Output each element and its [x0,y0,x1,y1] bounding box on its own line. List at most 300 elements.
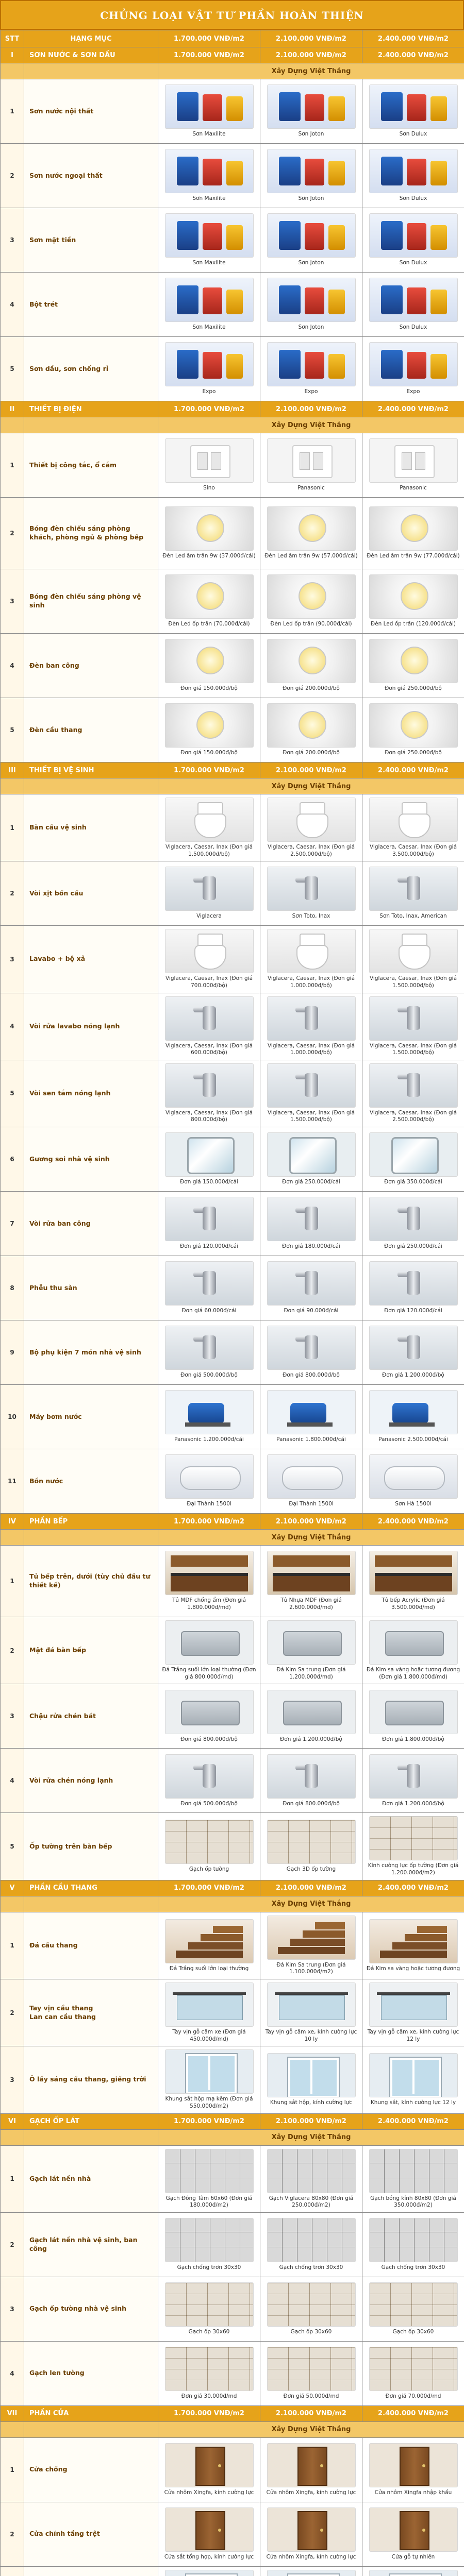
product-caption: Gạch ốp tường [189,1866,229,1873]
tier-cell [260,1813,362,1880]
product-photo-shape [275,1992,348,1995]
product-caption: Expo [304,388,318,395]
tier-cell [260,2212,362,2277]
product-photo-shape [203,94,222,121]
tier-cell [158,2502,260,2566]
sheet-banner [0,0,464,30]
product-caption: Khung sắt hộp, kính cường lực [270,2099,353,2106]
row-item-name: Gương soi nhà vệ sinh [24,1127,158,1192]
product-photo [267,929,356,973]
product-photo-shape [385,1701,444,1725]
product-photo-shape [305,287,324,314]
product-caption: Đơn giá 500.000đ/bộ [180,1372,238,1379]
section-brand-spacer [24,1530,158,1546]
product-photo [267,342,356,386]
table-row [1,1060,464,1127]
product-photo [267,1754,356,1799]
product-photo-shape [422,2529,425,2532]
product-photo [165,798,254,842]
tier-cell [260,1979,362,2046]
section-brand-tag: Xây Dựng Việt Thắng [158,417,464,433]
tier-cell [158,2145,260,2212]
row-item-name: Vòi sen tắm nóng lạnh [24,1060,158,1127]
product-photo [369,1919,458,1963]
section-tier-price: 2.400.000 VNĐ/m2 [362,2113,464,2129]
product-caption: Gạch bóng kính 80x80 (Đơn giá 350.000đ/m2) [370,2195,456,2209]
tier-cell [158,2437,260,2502]
product-photo-shape [402,452,412,470]
row-number [1,2566,24,2576]
section-roman: II [1,401,24,417]
product-photo-shape [292,445,333,478]
product-caption: Sơn Dulux [399,324,427,331]
product-photo [165,1982,254,2027]
row-number: 2 [1,2212,24,2277]
product-caption: Sơn Joton [298,260,324,266]
product-photo-shape [279,350,301,379]
product-caption: Viglacera, Caesar, Inax (Đơn giá 600.000đ/bộ) [165,1042,253,1056]
section-tier-price: 1.700.000 VNĐ/m2 [158,2405,260,2421]
product-photo-shape [194,814,226,838]
product-caption: Panasonic 1.800.000đ/cái [276,1436,346,1443]
product-caption: Đơn giá 90.000đ/cái [284,1308,339,1314]
row-number: 1 [1,2437,24,2502]
section-tier-price: 2.100.000 VNĐ/m2 [260,2405,362,2421]
product-photo-shape [315,1922,345,1929]
product-caption: Sơn Joton [298,324,324,331]
product-photo-shape [399,945,430,970]
product-photo-shape [226,161,243,185]
table-row [1,2046,464,2113]
tier-cell [158,1912,260,1979]
product-photo [369,1197,458,1241]
tier-cell [362,1749,464,1813]
section-tier-price: 2.400.000 VNĐ/m2 [362,2405,464,2421]
tier-cell [362,1385,464,1449]
product-photo-shape [405,1934,447,1941]
product-caption: Panasonic 2.500.000đ/cái [378,1436,448,1443]
section-roman: VII [1,2405,24,2421]
product-caption: Tay vịn gỗ căm xe, kính cường lực 12 ly [367,2028,459,2042]
row-number: 5 [1,698,24,762]
tier-cell [158,79,260,144]
product-photo [165,639,254,683]
product-photo [369,1261,458,1306]
table-row [1,1320,464,1385]
product-caption: Đơn giá 200.000đ/bộ [283,750,340,756]
tier-cell [260,79,362,144]
table-row [1,569,464,634]
product-photo [369,1551,458,1595]
tier-cell [362,2502,464,2566]
product-caption: Đơn giá 150.000đ/bộ [180,750,238,756]
tier-cell [260,1449,362,1514]
product-caption: Sơn Dulux [399,260,427,266]
row-item-name: Mặt đá bàn bếp [24,1617,158,1684]
row-number: 4 [1,993,24,1060]
tier-cell [158,1192,260,1256]
tier-cell [362,993,464,1060]
table-row [1,1385,464,1449]
table-row [1,2437,464,2502]
product-photo-shape [203,287,222,314]
product-caption: Đơn giá 150.000đ/cái [180,1179,238,1185]
tier-cell [158,208,260,273]
product-photo [369,996,458,1041]
product-photo-shape [401,582,428,610]
table-row [1,2212,464,2277]
product-photo-shape [196,582,224,610]
row-number: 3 [1,569,24,634]
product-photo-shape [380,1951,447,1958]
product-caption: Đơn giá 1.200.000đ/bộ [280,1736,342,1742]
tier-cell [158,2046,260,2113]
tier-cell [260,1546,362,1617]
tier-cell [362,433,464,498]
product-photo-shape [203,1764,216,1788]
product-photo [165,278,254,322]
row-item-name: Vòi rửa lavabo nóng lạnh [24,993,158,1060]
section-roman: IV [1,1514,24,1530]
product-caption: Viglacera, Caesar, Inax (Đơn giá 1.500.000đ/bộ) [369,975,457,989]
product-caption: Viglacera, Caesar, Inax (Đơn giá 1.500.000đ/bộ) [369,1042,457,1056]
section-header-row [1,1880,464,1896]
row-number: 2 [1,2502,24,2566]
product-photo [165,342,254,386]
product-caption: Cửa nhôm Xingfa, kính cường lực [266,2553,356,2560]
product-photo-shape [290,1403,326,1423]
table-row [1,1127,464,1192]
product-photo [165,1326,254,1370]
section-roman: I [1,47,24,63]
product-caption: Đèn Led ốp trần (120.000đ/cái) [371,621,456,628]
tier-cell [362,1912,464,1979]
product-photo [369,1620,458,1665]
tier-cell [260,2502,362,2566]
product-photo [165,867,254,911]
product-photo [369,1816,458,1860]
row-item-name: Sơn dầu, sơn chống rỉ [24,337,158,401]
product-photo [267,996,356,1041]
section-roman: VI [1,2113,24,2129]
section-brand-row [1,417,464,433]
product-photo-shape [226,225,243,250]
section-brand-stt [1,1896,24,1912]
product-caption: Khung sắt hộp mạ kẽm (Đơn giá 550.000đ/m2) [165,2096,253,2109]
product-photo [267,1820,356,1864]
tier-cell [158,794,260,861]
product-photo-shape [190,445,230,478]
product-photo-shape [177,1995,243,2020]
section-brand-spacer [24,417,158,433]
section-tier-price: 2.100.000 VNĐ/m2 [260,2113,362,2129]
col-tier-1: 1.700.000 VNĐ/m2 [158,30,260,47]
product-photo-shape [320,2529,323,2532]
tier-cell [362,634,464,698]
row-number: 5 [1,1060,24,1127]
col-item: HẠNG MỤC [24,30,158,47]
product-photo-shape [310,2059,312,2094]
product-caption: Gạch 3D ốp tường [286,1866,336,1873]
product-caption: Sơn Maxilite [192,131,226,138]
product-caption: Cửa nhôm Xingfa, kính cường lực [164,2489,254,2496]
product-photo [267,213,356,258]
tier-cell [260,144,362,208]
product-photo [369,342,458,386]
product-photo-shape [203,876,216,900]
table-row [1,1256,464,1320]
product-caption: Đơn giá 70.000đ/md [385,2393,441,2399]
product-photo-shape [377,1992,450,1995]
product-photo [369,2149,458,2193]
product-caption: Đơn giá 150.000đ/bộ [180,685,238,692]
product-caption: Viglacera, Caesar, Inax (Đơn giá 1.000.000đ/bộ) [267,1042,355,1056]
product-caption: Viglacera, Caesar, Inax (Đơn giá 1.500.000đ/bộ) [267,1109,355,1123]
row-item-name: Bóng đèn chiếu sáng phòng khách, phòng ngủ & phòng bếp [24,498,158,569]
tier-cell [260,1912,362,1979]
product-caption: Viglacera, Caesar, Inax (Đơn giá 2.500.000đ/bộ) [369,1109,457,1123]
product-photo-shape [328,225,345,250]
section-tier-price: 1.700.000 VNĐ/m2 [158,1880,260,1896]
tier-cell [260,337,362,401]
tier-cell [158,144,260,208]
product-photo-shape [305,1006,318,1030]
table-row [1,1749,464,1813]
product-caption: Đơn giá 800.000đ/bộ [180,1736,238,1742]
product-caption: Đơn giá 800.000đ/bộ [283,1372,340,1379]
product-caption: Đơn giá 500.000đ/bộ [180,1800,238,1807]
product-caption: Đơn giá 250.000đ/bộ [385,750,442,756]
tier-cell [362,1192,464,1256]
section-brand-row [1,778,464,794]
tier-cell [362,2145,464,2212]
row-number: 2 [1,1617,24,1684]
product-photo-shape [375,1555,452,1567]
row-item-name: Gạch ốp tường nhà vệ sinh [24,2277,158,2341]
product-photo-shape [208,2055,210,2090]
product-photo-shape [171,1576,248,1591]
product-photo [267,2149,356,2193]
product-photo-shape [226,354,243,379]
tier-cell [260,273,362,337]
row-number: 3 [1,1684,24,1749]
product-photo-shape [407,287,426,314]
product-photo-shape [194,945,226,970]
product-caption: Đơn giá 250.000đ/cái [384,1243,442,1250]
product-photo [369,867,458,911]
product-photo [165,1754,254,1799]
product-photo-shape [313,452,323,470]
tier-cell [362,498,464,569]
product-photo-shape [203,1335,216,1359]
tier-cell [362,569,464,634]
section-brand-stt [1,63,24,79]
tier-cell [362,2212,464,2277]
product-photo [165,2282,254,2327]
product-photo-shape [407,1764,420,1788]
section-tier-price: 2.100.000 VNĐ/m2 [260,762,362,778]
col-stt: STT [1,30,24,47]
product-photo [267,1197,356,1241]
product-photo-shape [173,1992,246,1995]
row-number: 4 [1,273,24,337]
product-photo-shape [422,2464,425,2467]
product-photo-shape [203,1073,216,1097]
product-photo [369,1326,458,1370]
tier-cell [362,1546,464,1617]
product-photo-shape [305,1073,318,1097]
row-item-name: Vòi xịt bồn cầu [24,861,158,926]
row-number: 7 [1,1192,24,1256]
product-caption: Đơn giá 200.000đ/bộ [283,685,340,692]
product-photo [369,1982,458,2027]
product-photo-shape [305,1271,318,1295]
tier-cell [362,926,464,993]
product-photo-shape [407,223,426,250]
row-item-name: Máy bơm nước [24,1385,158,1449]
product-photo-shape [430,290,447,314]
row-number: 1 [1,1546,24,1617]
product-photo-shape [401,711,428,739]
row-item-name: Gạch lát nền nhà vệ sinh, ban công [24,2212,158,2277]
product-photo [267,2570,356,2576]
section-tier-price: 2.400.000 VNĐ/m2 [362,1880,464,1896]
tier-cell [158,1127,260,1192]
product-photo-shape [279,1995,345,2020]
product-photo [165,1820,254,1864]
product-caption: Cửa nhôm Xingfa, kính cường lực [266,2489,356,2496]
product-photo-shape [401,514,428,542]
tier-cell [260,2566,362,2576]
product-photo [165,2149,254,2193]
product-caption: Gạch ốp 30x60 [290,2328,332,2335]
product-caption: Gạch Đồng Tâm 60x60 (Đơn giá 180.000đ/m2) [165,2195,253,2209]
product-photo-shape [381,92,403,121]
section-brand-stt [1,2129,24,2145]
product-caption: Tủ bếp Acrylic (Đơn giá 3.500.000đ/md) [382,1597,445,1611]
col-tier-2: 2.100.000 VNĐ/m2 [260,30,362,47]
product-caption: Đơn giá 120.000đ/cái [384,1308,442,1314]
section-header-row [1,401,464,417]
product-photo-shape [177,285,198,314]
tier-cell [260,569,362,634]
row-item-name: Đèn ban công [24,634,158,698]
row-number: 1 [1,794,24,861]
product-caption: Đơn giá 1.200.000đ/bộ [382,1372,444,1379]
tier-cell [362,208,464,273]
table-row [1,1192,464,1256]
product-photo-shape [305,1764,318,1788]
table-row [1,1617,464,1684]
product-photo [165,84,254,129]
product-photo-shape [283,1631,342,1656]
row-item-name [24,2566,158,2576]
row-item-name: Bồn nước [24,1449,158,1514]
tier-cell [362,273,464,337]
section-brand-spacer [24,1896,158,1912]
product-photo [369,929,458,973]
product-photo-shape [176,1951,243,1958]
product-photo-shape [181,1631,240,1656]
product-photo-shape [407,159,426,185]
product-photo [267,798,356,842]
product-photo [267,1620,356,1665]
product-photo [369,639,458,683]
product-caption: Đơn giá 350.000đ/cái [384,1179,442,1185]
section-brand-row [1,1530,464,1546]
product-caption: Sơn Toto, Inax [292,913,330,920]
row-number: 8 [1,1256,24,1320]
product-photo-shape [299,582,326,610]
tier-cell [260,1127,362,1192]
tier-cell [260,861,362,926]
tier-cell [362,1813,464,1880]
product-photo-shape [381,350,403,379]
tier-cell [260,1320,362,1385]
tier-cell [260,926,362,993]
section-title: PHẦN BẾP [24,1514,158,1530]
table-row [1,144,464,208]
product-photo [267,438,356,483]
product-photo [267,506,356,551]
product-photo-shape [430,96,447,121]
product-photo [369,149,458,193]
product-photo-shape [305,223,324,250]
tier-cell [158,1385,260,1449]
table-row [1,2502,464,2566]
product-photo-shape [177,221,198,250]
section-tier-price: 2.400.000 VNĐ/m2 [362,762,464,778]
product-photo-shape [201,1934,243,1941]
row-number: 9 [1,1320,24,1385]
tier-cell [362,2437,464,2502]
row-item-name: Sơn nước ngoại thất [24,144,158,208]
section-brand-spacer [24,2421,158,2437]
table-row [1,273,464,337]
product-photo-shape [287,1422,333,1427]
row-item-name: Bộ phụ kiện 7 món nhà vệ sinh [24,1320,158,1385]
tier-cell [362,1127,464,1192]
product-caption: Đá Kim Sa trung (Đơn giá 1.200.000đ/md) [276,1667,346,1680]
product-caption: Đơn giá 60.000đ/cái [181,1308,237,1314]
tier-cell [158,1979,260,2046]
product-photo-shape [381,157,403,185]
table-row [1,1813,464,1880]
product-photo [267,2053,356,2097]
product-photo-shape [282,1466,343,1490]
product-caption: Cửa sắt tổng hợp, kính cường lực [164,2553,254,2560]
section-header-row [1,2113,464,2129]
product-photo [165,1551,254,1595]
sheet-title: CHỦNG LOẠI VẬT TƯ PHẦN HOÀN THIỆN [100,9,364,22]
product-photo [267,2507,356,2552]
row-item-name: Vòi rửa chén nóng lạnh [24,1749,158,1813]
product-photo [369,574,458,619]
tier-cell [158,1060,260,1127]
tier-cell [158,1256,260,1320]
tier-cell [260,498,362,569]
tier-cell [158,273,260,337]
product-photo-shape [430,225,447,250]
table-row [1,2277,464,2341]
product-caption: Sơn Dulux [399,195,427,202]
product-photo [369,1390,458,1434]
product-photo-shape [412,2059,415,2094]
product-photo [369,438,458,483]
product-photo [165,2507,254,2552]
tier-cell [158,1617,260,1684]
row-item-name: Gạch lát nền nhà [24,2145,158,2212]
